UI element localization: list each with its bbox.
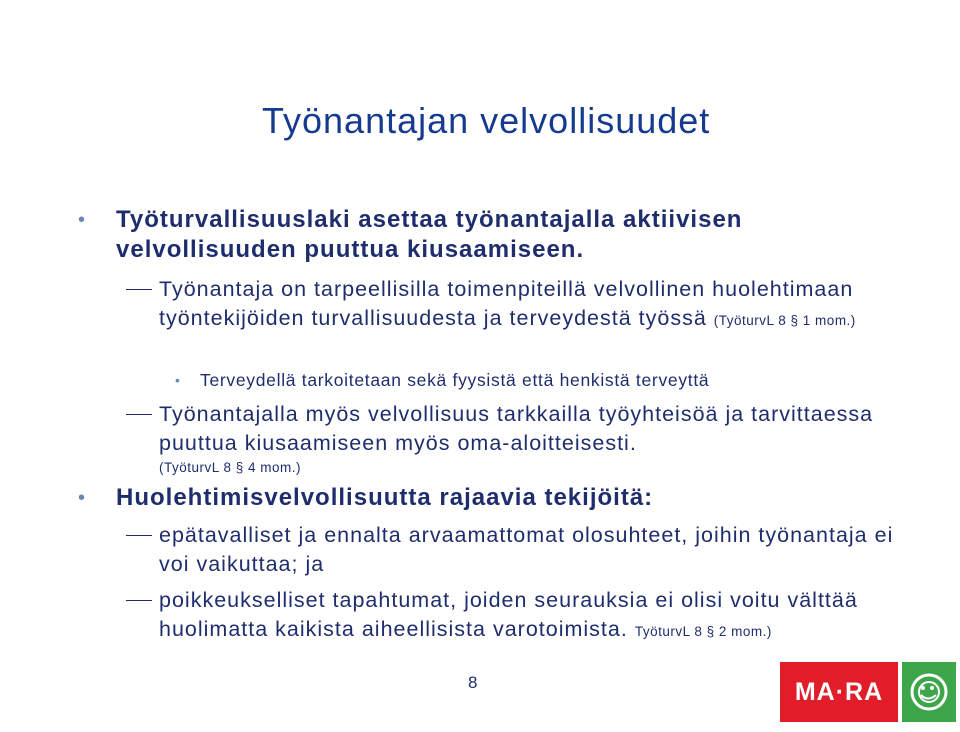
bullet-item-text: Työturvallisuuslaki asettaa työnantajalla aktiivisen velvollisuuden puuttua kiusaamiseen. (116, 206, 743, 263)
dash-item-text (159, 586, 919, 646)
sub-bullet-item-text: Terveydellä tarkoitetaan sekä fyysistä että henkistä terveyttä (200, 370, 710, 390)
dash-item-body: Työnantaja on tarpeellisilla toimenpiteillä velvollinen huolehtimaan työntekijöiden turvallisuudesta ja terveydestä työssä (159, 277, 854, 330)
dash-icon (126, 414, 152, 415)
law-reference: (TyöturvL 8 § 1 mom.) (713, 313, 856, 328)
slide-title: Työnantajan velvollisuudet (262, 100, 711, 141)
dash-icon (126, 535, 152, 536)
bullet-item-text: Huolehtimisvelvollisuutta rajaavia tekijöitä: (116, 484, 654, 511)
dash-icon (126, 289, 152, 290)
page-number: 8 (468, 673, 478, 692)
law-reference: TyöturvL 8 § 2 mom.) (634, 624, 772, 639)
dash-item-text (159, 275, 919, 335)
dash-item-body: poikkeukselliset tapahtumat, joiden seurauksia ei olisi voitu välttää huolimatta kaikista aiheellisista varotoimista. (159, 588, 858, 641)
dash-item-text: epätavalliset ja ennalta arvaamattomat olosuhteet, joihin työnantaja ei voi vaikuttaa; ja (159, 523, 894, 576)
dash-item-body: Työnantajalla myös velvollisuus tarkkailla työyhteisöä ja tarvittaessa puuttua kiusaamiseen myös oma-aloitteisesti. (159, 402, 874, 455)
smiley-logo-svg (902, 662, 956, 722)
bullet-icon: • (175, 372, 181, 388)
smiley-logo-icon (902, 662, 956, 722)
bullet-icon: • (78, 209, 87, 231)
law-reference: (TyöturvL 8 § 4 mom.) (159, 460, 302, 475)
mara-logo (780, 662, 956, 722)
dash-item-text (159, 400, 919, 478)
bullet-icon: • (78, 487, 87, 509)
dash-icon (126, 600, 152, 601)
mara-logo-text: MA·RA (780, 662, 898, 722)
